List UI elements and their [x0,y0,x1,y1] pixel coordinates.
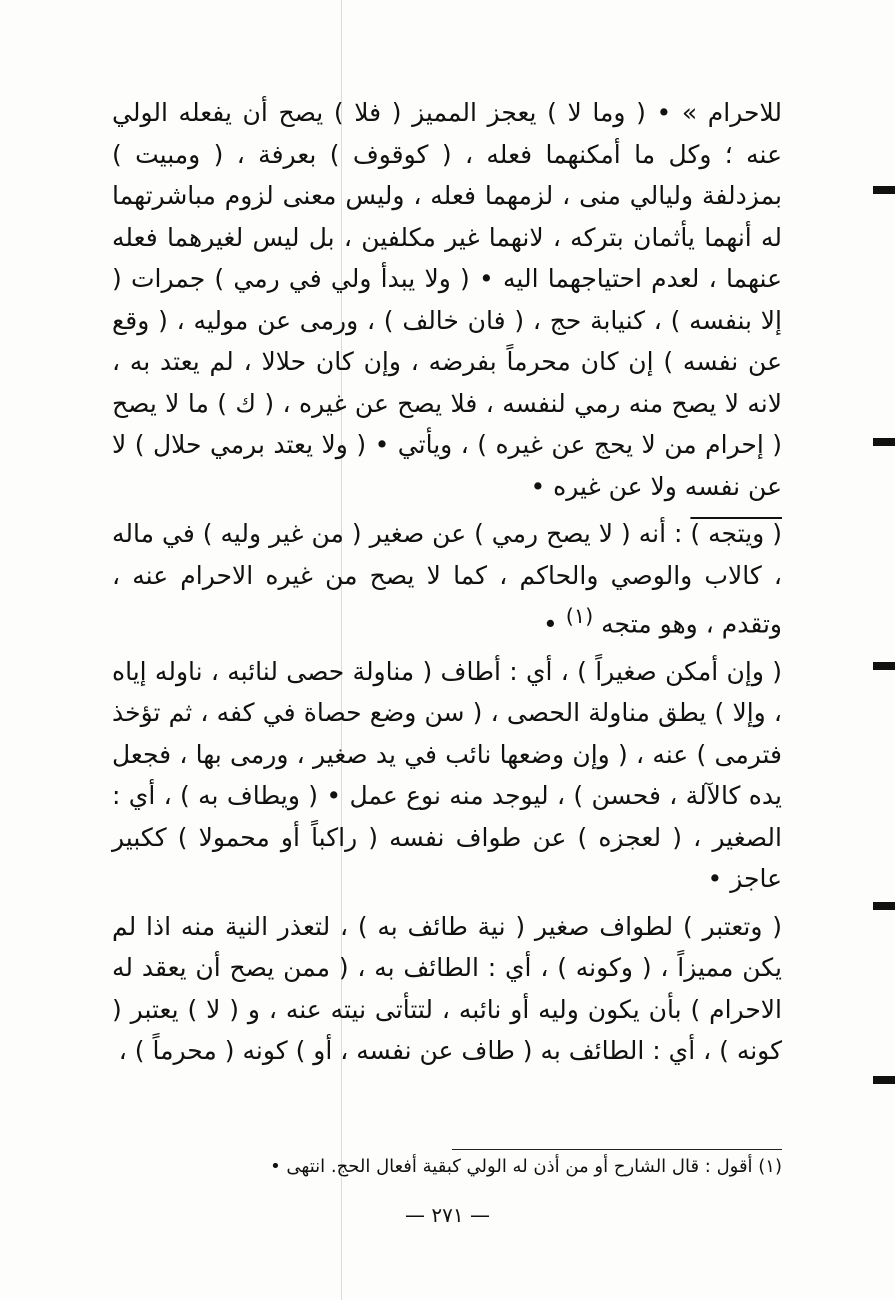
edge-tab-mark [873,438,895,446]
paragraph-2-text: : أنه ( لا يصح رمي ) عن صغير ( من غير وليه ) في ماله ، كالاب والوصي والحاكم ، كما لا يصح من غيره الاحرام عنه ، وتقدم ، وهو متجه [112,519,782,639]
paragraph-2-end: • [543,609,566,639]
edge-tab-mark [873,186,895,194]
page-number: — ٢٧١ — [405,1203,490,1227]
paragraph-1: للاحرام » • ( وما لا ) يعجز المميز ( فلا ) يصح أن يفعله الولي عنه ؛ وكل ما أمكنهما فعله ، ( كوقوف ) بعرفة ، ( ومبيت ) بمزدلفة وليالي منى ، لزمهما فعله ، وليس معنى لزوم مباشرتهما له أنهما يأثمان بتركه ، لانهما غير مكلفين ، بل ليس لغيرهما فعله عنهما ، لعدم احتياجهما اليه • ( ولا يبدأ ولي في رمي ) جمرات ( إلا بنفسه ) ، كنيابة حج ، ( فان خالف ) ، ورمى عن موليه ، ( وقع عن نفسه ) إن كان محرماً بفرضه ، وإن كان حلالا ، لم يعتد به ، لانه لا يصح منه رمي لنفسه ، فلا يصح عن غيره ، ( ك ) ما لا يصح ( إحرام من لا يحج عن غيره ) ، ويأتي • ( ولا يعتد برمي حلال ) لا عن نفسه ولا عن غيره • [112,98,782,501]
main-text [112,92,782,1072]
footnote-separator [452,1149,782,1150]
edge-tab-mark [873,662,895,670]
paragraph-4: ( وتعتبر ) لطواف صغير ( نية طائف به ) ، لتعذر النية منه اذا لم يكن مميزاً ، ( وكونه ) ، أي : الطائف به ، ( ممن يصح أن يعقد له الاحرام ) بأن يكون وليه أو نائبه ، لتتأتى نيته عنه ، و ( لا ) يعتبر ( كونه ) ، أي : الطائف به ( طاف عن نفسه ، أو ) كونه ( محرماً ) ، [112,911,782,1066]
paragraph-marker: ( ويتجه ) [690,519,782,548]
footnote: (١) أقول : قال الشارح أو من أذن له الولي كبقية أفعال الحج. انتهى • [270,1156,782,1177]
edge-tab-mark [873,902,895,910]
footnote-reference: (١) [565,604,594,628]
edge-tab-mark [873,1076,895,1084]
paragraph-2 [112,513,782,645]
paragraph-3: ( وإن أمكن صغيراً ) ، أي : أطاف ( مناولة حصى لنائبه ، ناوله إياه ، وإلا ) يطق مناولة الحصى ، ( سن وضع حصاة في كفه ، ثم تؤخذ فترمى ) عنه ، ( وإن وضعها نائب في يد صغير ، ورمى بها ، فجعل يده كالآلة ، فحسن ) ، ليوجد منه نوع عمل • ( ويطاف به ) ، أي : الصغير ، ( لعجزه ) عن طواف نفسه ( راكباً أو محمولا ) ككبير عاجز • [112,656,782,894]
